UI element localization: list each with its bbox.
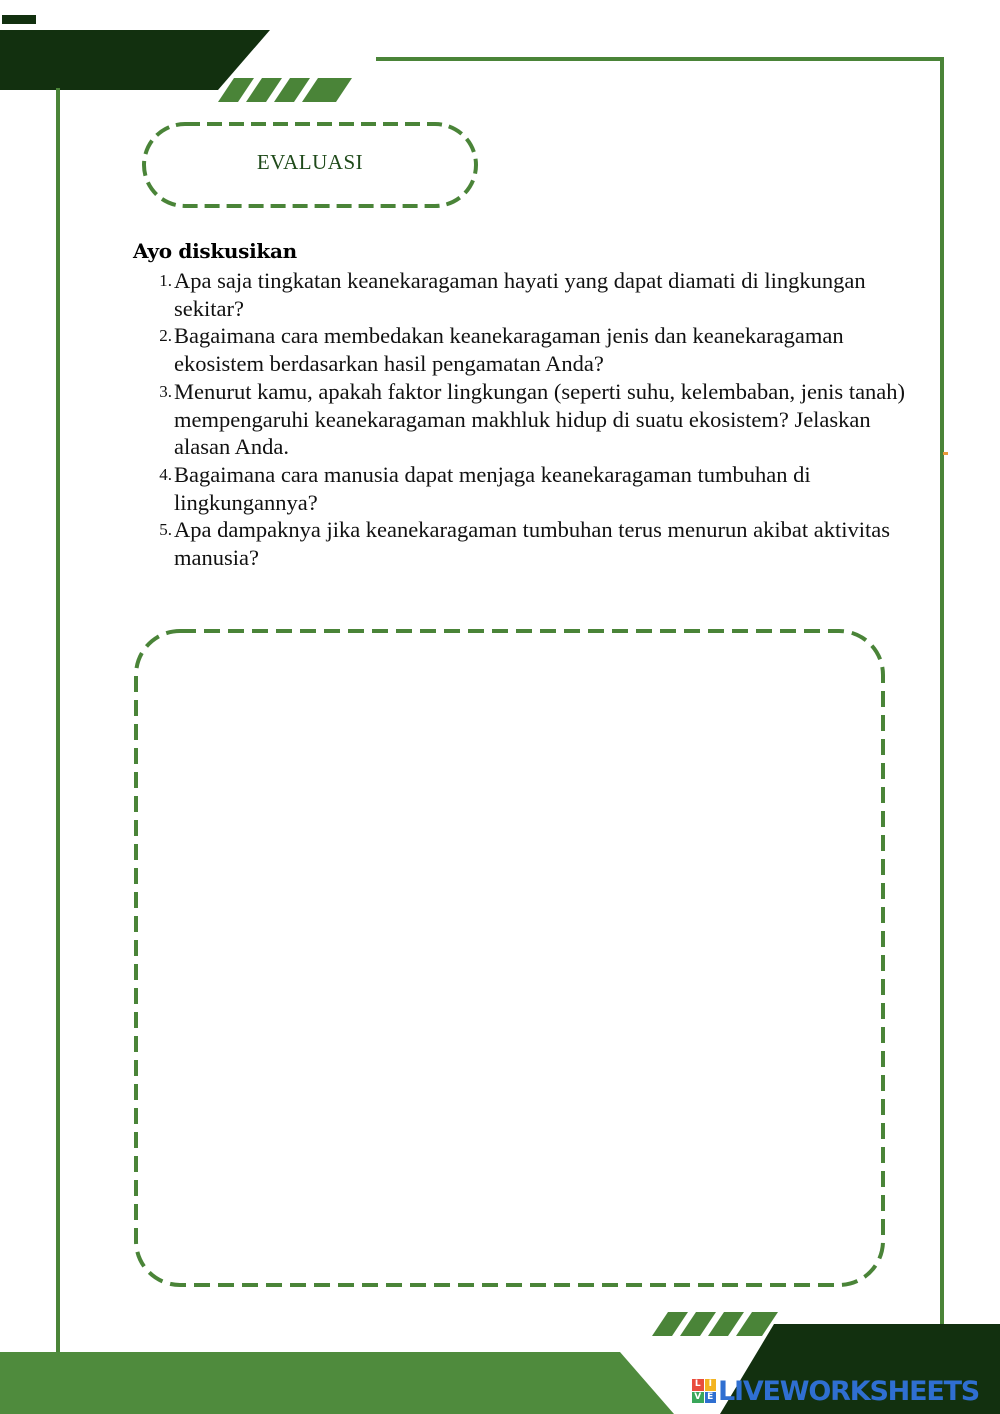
- accent-dot: [943, 452, 948, 455]
- liveworksheets-wordmark: LIVEWORKSHEETS: [718, 1375, 980, 1407]
- logo-letter: V: [692, 1392, 704, 1404]
- worksheet-title: EVALUASI: [256, 150, 364, 174]
- answer-textbox[interactable]: [137, 632, 882, 1284]
- logo-letter: E: [705, 1392, 717, 1404]
- question-number: 1.: [159, 271, 172, 290]
- liveworksheets-logo-icon: [692, 1379, 716, 1403]
- question-number: 3.: [159, 381, 172, 401]
- question-item: [133, 378, 913, 461]
- question-number: 5.: [159, 520, 172, 540]
- top-banner-shape: [0, 30, 270, 90]
- liveworksheets-watermark: [692, 1374, 979, 1408]
- question-item: [133, 322, 913, 377]
- question-list: [133, 267, 913, 572]
- question-item: [133, 516, 913, 571]
- logo-letter: L: [692, 1379, 704, 1391]
- question-item: [133, 267, 913, 322]
- corner-tab-shape: [2, 15, 36, 24]
- question-text: Bagaimana cara manusia dapat menjaga keanekaragaman tumbuhan di lingkungannya?: [174, 461, 811, 515]
- question-text: Bagaimana cara membedakan keanekaragaman jenis dan keanekaragaman ekosistem berdasarkan hasil pengamatan Anda?: [174, 323, 844, 377]
- question-item: [133, 461, 913, 516]
- question-number: 4.: [159, 464, 172, 484]
- question-text: Apa dampaknya jika keanekaragaman tumbuhan terus menurun akibat aktivitas manusia?: [174, 517, 891, 571]
- section-heading: Ayo diskusikan: [133, 239, 297, 263]
- top-stripes: [218, 78, 352, 102]
- question-text: Apa saja tingkatan keanekaragaman hayati yang dapat diamati di lingkungan sekitar?: [174, 268, 866, 321]
- question-number: 2.: [159, 326, 172, 346]
- bottom-band-shape: [0, 1352, 674, 1414]
- question-text: Menurut kamu, apakah faktor lingkungan (seperti suhu, kelembaban, jenis tanah) mempengaruhi keanekaragaman makhluk hidup di suatu ekosistem? Jelaskan alasan Anda.: [174, 378, 906, 460]
- bottom-stripes: [652, 1312, 778, 1336]
- logo-letter: I: [705, 1379, 717, 1391]
